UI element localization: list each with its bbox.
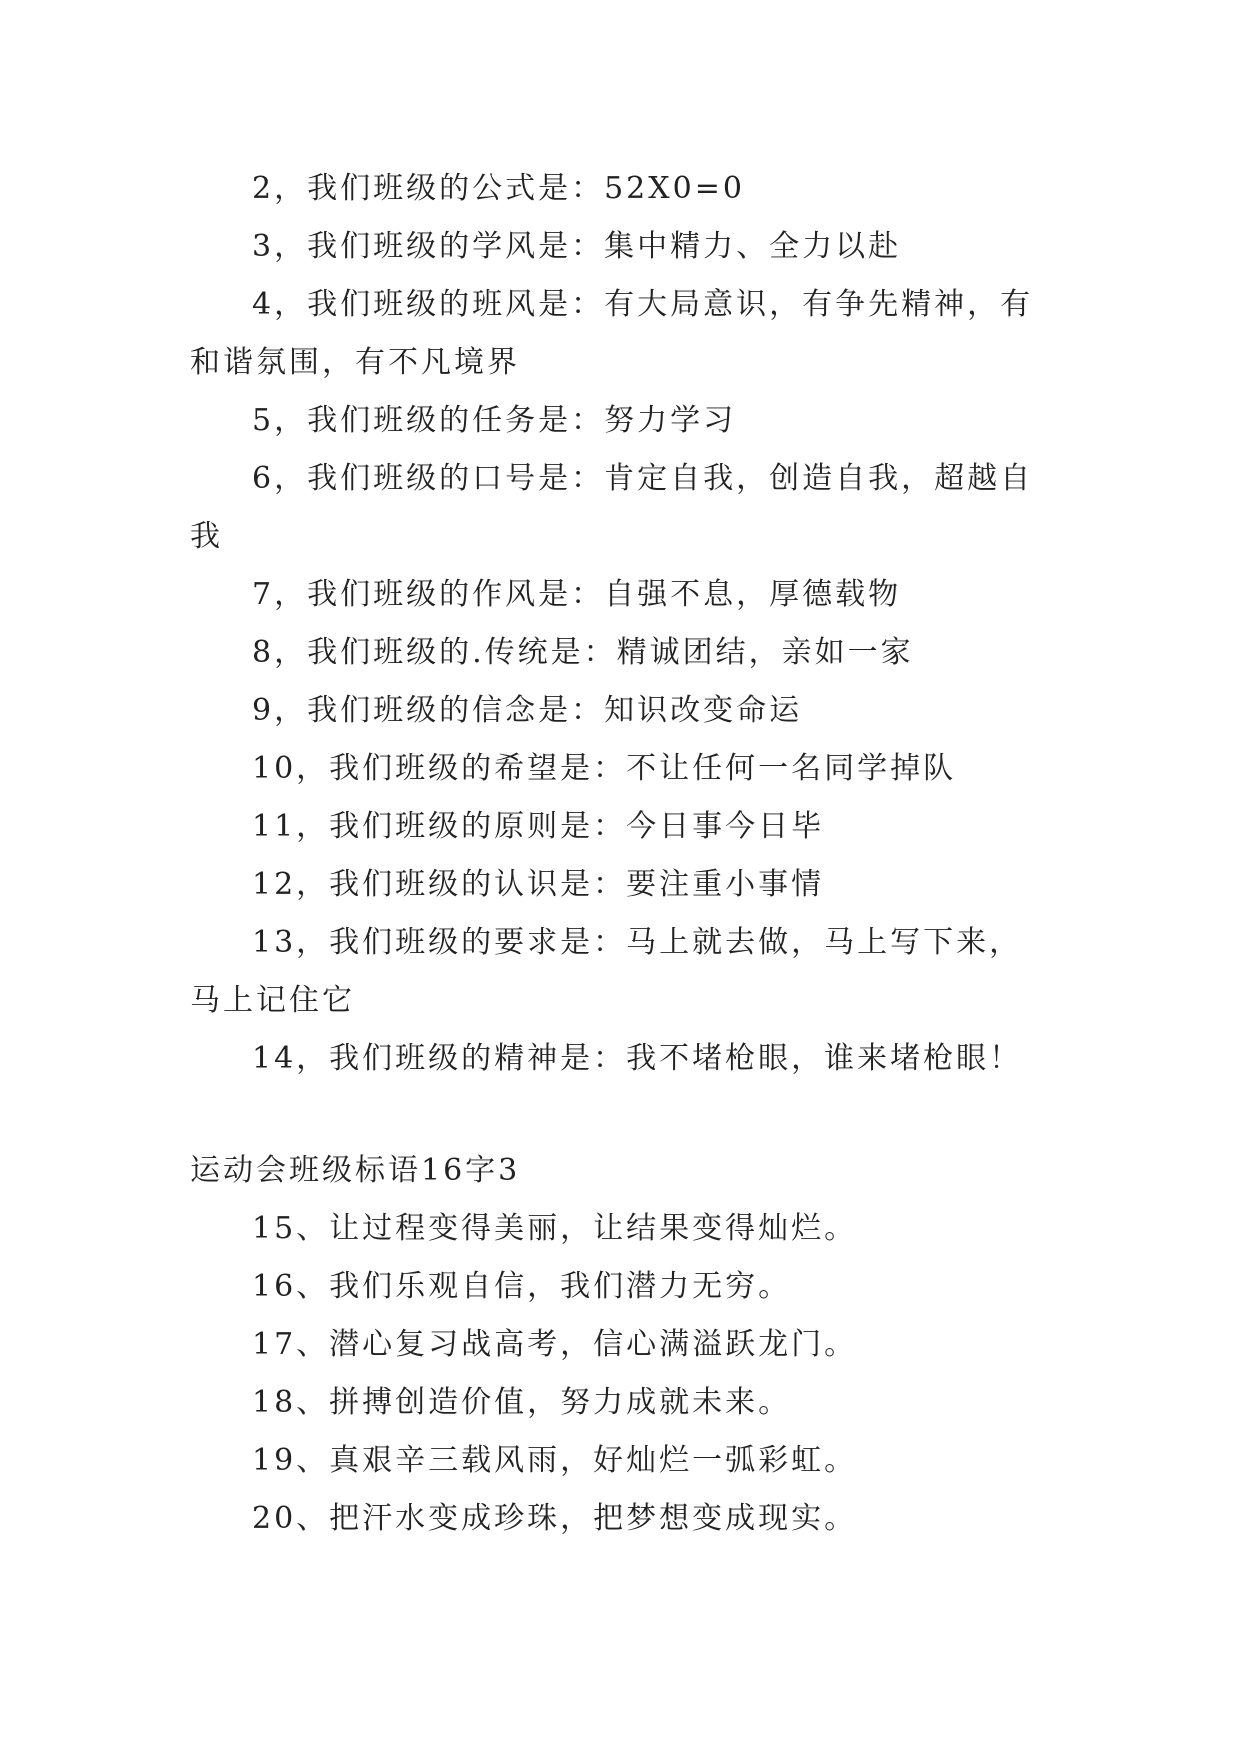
document-body bbox=[190, 160, 1050, 1548]
slogan-item-15: 15、让过程变得美丽，让结果变得灿烂。 bbox=[252, 1211, 858, 1246]
slogan-item-10: 10，我们班级的希望是：不让任何一名同学掉队 bbox=[252, 751, 957, 786]
section-heading: 运动会班级标语16字3 bbox=[190, 1153, 521, 1188]
slogan-item-19: 19、真艰辛三载风雨，好灿烂一弧彩虹。 bbox=[252, 1443, 858, 1478]
slogan-item-4: 4，我们班级的班风是：有大局意识，有争先精神，有和谐氛围，有不凡境界 bbox=[190, 287, 1034, 380]
slogan-item-2: 2，我们班级的公式是：52X0=0 bbox=[252, 171, 745, 206]
slogan-item-12: 12，我们班级的认识是：要注重小事情 bbox=[252, 867, 825, 902]
slogan-item-18: 18、拼搏创造价值，努力成就未来。 bbox=[252, 1385, 792, 1420]
slogan-item-20: 20、把汗水变成珍珠，把梦想变成现实。 bbox=[252, 1501, 858, 1536]
slogan-item-7: 7，我们班级的作风是：自强不息，厚德载物 bbox=[252, 577, 902, 612]
slogan-item-14: 14，我们班级的精神是：我不堵枪眼，谁来堵枪眼！ bbox=[252, 1041, 1023, 1076]
slogan-item-13: 13，我们班级的要求是：马上就去做，马上写下来，马上记住它 bbox=[190, 925, 1023, 1018]
slogan-item-6: 6，我们班级的口号是：肯定自我，创造自我，超越自我 bbox=[190, 461, 1034, 554]
slogan-item-11: 11，我们班级的原则是：今日事今日毕 bbox=[252, 809, 825, 844]
slogan-item-3: 3，我们班级的学风是：集中精力、全力以赴 bbox=[252, 229, 902, 264]
slogan-item-16: 16、我们乐观自信，我们潜力无穷。 bbox=[252, 1269, 792, 1304]
slogan-item-17: 17、潜心复习战高考，信心满溢跃龙门。 bbox=[252, 1327, 858, 1362]
slogan-item-8: 8，我们班级的.传统是：精诚团结，亲如一家 bbox=[252, 635, 914, 670]
slogan-item-5: 5，我们班级的任务是：努力学习 bbox=[252, 403, 737, 438]
section-gap bbox=[190, 1088, 1050, 1142]
slogan-item-9: 9，我们班级的信念是：知识改变命运 bbox=[252, 693, 803, 728]
